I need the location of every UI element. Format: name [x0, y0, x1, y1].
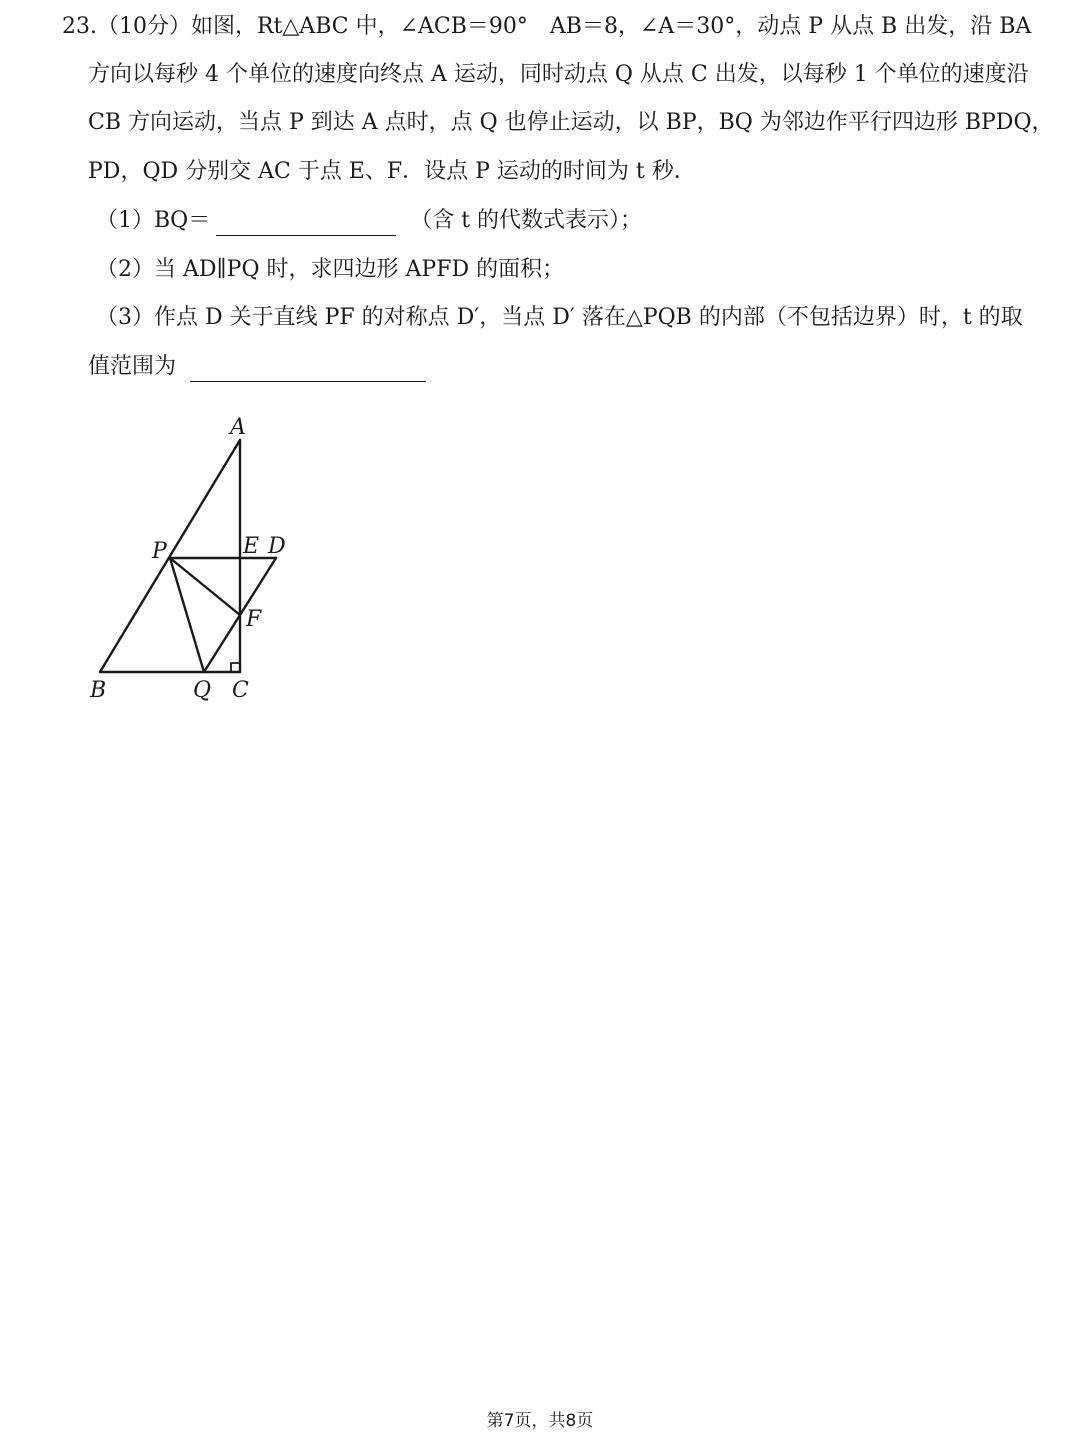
page-footer: 第7页，共8页 [486, 1411, 594, 1431]
part-1-prefix: （1）BQ＝ [96, 208, 211, 233]
segment-pq [170, 558, 204, 672]
label-b: B [90, 678, 107, 703]
part-3: （3）作点 D 关于直线 PF 的对称点 D′，当点 D′ 落在△PQB 的内部（不包括边界）时，t 的取 [96, 305, 1023, 330]
label-d: D [268, 534, 286, 559]
problem-line-1: 23.（10分）如图，Rt△ABC 中，∠ACB＝90° AB＝8，∠A＝30°，动点 P 从点 B 出发，沿 BA [62, 14, 1032, 39]
geometry-figure [80, 410, 320, 710]
label-p: P [152, 539, 167, 564]
label-q: Q [193, 678, 212, 703]
part-1-suffix: （含 t 的代数式表示）； [410, 208, 643, 233]
answer-blank-1[interactable] [216, 211, 396, 236]
problem-line-2: 方向以每秒 4 个单位的速度向终点 A 运动，同时动点 Q 从点 C 出发，以每秒 1 个单位的速度沿 [88, 62, 1029, 87]
geometry-diagram [80, 410, 320, 710]
part-3-cont-text: 值范围为 [88, 354, 177, 379]
problem-line-4: PD，QD 分别交 AC 于点 E、F．设点 P 运动的时间为 t 秒． [88, 159, 696, 184]
label-c: C [232, 678, 249, 703]
label-e: E [243, 534, 260, 559]
right-angle-mark [231, 663, 240, 672]
part-2: （2）当 AD∥PQ 时，求四边形 APFD 的面积； [96, 257, 565, 282]
problem-line-3: CB 方向运动，当点 P 到达 A 点时，点 Q 也停止运动，以 BP，BQ 为邻边作平行四边形 BPDQ， [88, 110, 1054, 135]
answer-blank-2[interactable] [190, 357, 426, 382]
part-3-continued [88, 352, 426, 382]
label-f: F [246, 607, 262, 632]
segment-pf [170, 558, 240, 615]
segment-ab [100, 440, 240, 672]
label-a: A [230, 415, 246, 440]
part-1 [96, 206, 642, 236]
